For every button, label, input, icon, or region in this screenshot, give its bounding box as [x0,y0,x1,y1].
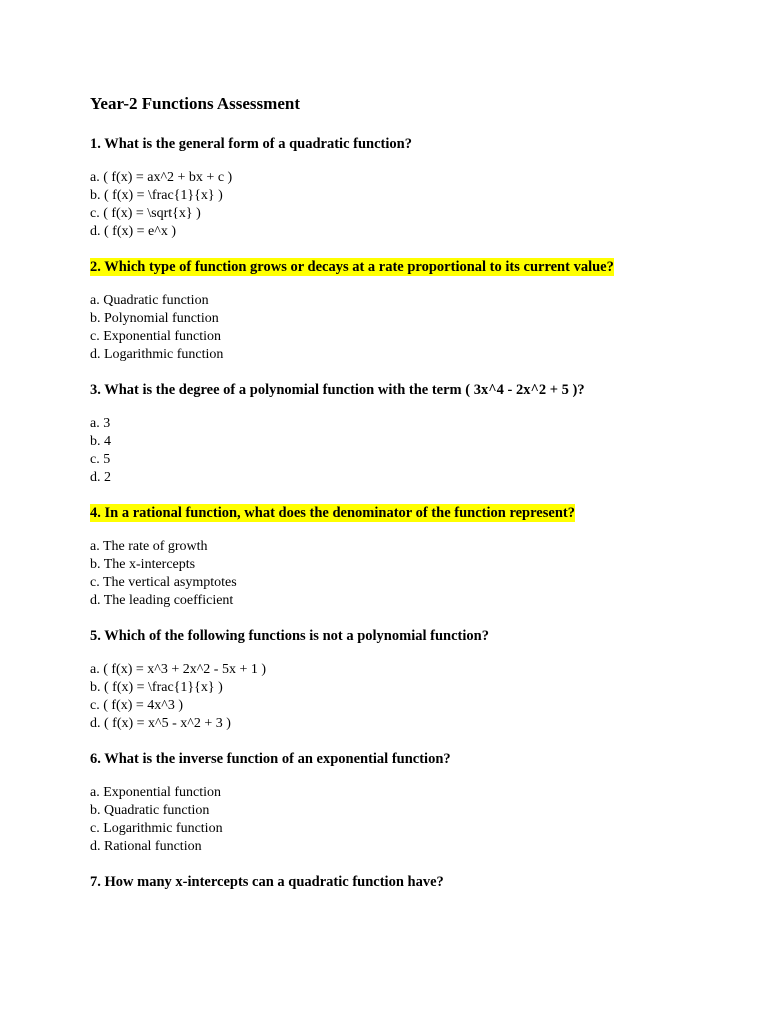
question-7 [90,872,730,892]
answer-options [90,415,730,487]
answer-option: d. Rational function [90,839,202,854]
answer-options [90,538,730,610]
answer-options [90,292,730,364]
answer-option: b. Quadratic function [90,803,210,818]
document-title: Year-2 Functions Assessment [90,94,300,113]
answer-option: a. ( f(x) = ax^2 + bx + c ) [90,170,233,185]
answer-options [90,784,730,856]
answer-option: b. The x-intercepts [90,557,196,572]
question-2 [90,257,730,364]
highlighted-text: 2. Which type of function grows or decays at a rate proportional to its current value? [90,259,614,275]
answer-option: c. ( f(x) = 4x^3 ) [90,698,183,713]
document-page [90,92,730,908]
answer-option: b. Polynomial function [90,311,219,326]
answer-option: d. Logarithmic function [90,347,224,362]
question-4 [90,503,730,610]
answer-option: b. ( f(x) = \frac{1}{x} ) [90,188,223,203]
answer-option: c. The vertical asymptotes [90,575,237,590]
question-text: 3. What is the degree of a polynomial function with the term ( 3x^4 - 2x^2 + 5 )? [90,382,585,398]
question-1 [90,134,730,241]
question-text: 6. What is the inverse function of an exponential function? [90,751,451,767]
answer-option: c. ( f(x) = \sqrt{x} ) [90,206,201,221]
highlighted-text: 4. In a rational function, what does the denominator of the function represent? [90,505,575,521]
answer-options [90,661,730,733]
question-text [90,503,690,523]
answer-option: a. ( f(x) = x^3 + 2x^2 - 5x + 1 ) [90,662,267,677]
answer-option: a. 3 [90,416,111,431]
answer-option: c. 5 [90,452,111,467]
question-3 [90,380,730,487]
answer-option: d. ( f(x) = e^x ) [90,224,176,239]
answer-option: a. The rate of growth [90,539,208,554]
question-text: 5. Which of the following functions is not a polynomial function? [90,628,489,644]
question-5 [90,626,730,733]
answer-option: c. Exponential function [90,329,222,344]
answer-option: c. Logarithmic function [90,821,223,836]
answer-option: b. ( f(x) = \frac{1}{x} ) [90,680,223,695]
answer-option: a. Exponential function [90,785,222,800]
answer-options [90,169,730,241]
answer-option: d. ( f(x) = x^5 - x^2 + 3 ) [90,716,231,731]
question-6 [90,749,730,856]
answer-option: b. 4 [90,434,111,449]
answer-option: a. Quadratic function [90,293,209,308]
question-text: 1. What is the general form of a quadratic function? [90,136,412,152]
question-text [90,257,690,277]
answer-option: d. The leading coefficient [90,593,234,608]
question-text: 7. How many x-intercepts can a quadratic function have? [90,874,444,890]
answer-option: d. 2 [90,470,111,485]
